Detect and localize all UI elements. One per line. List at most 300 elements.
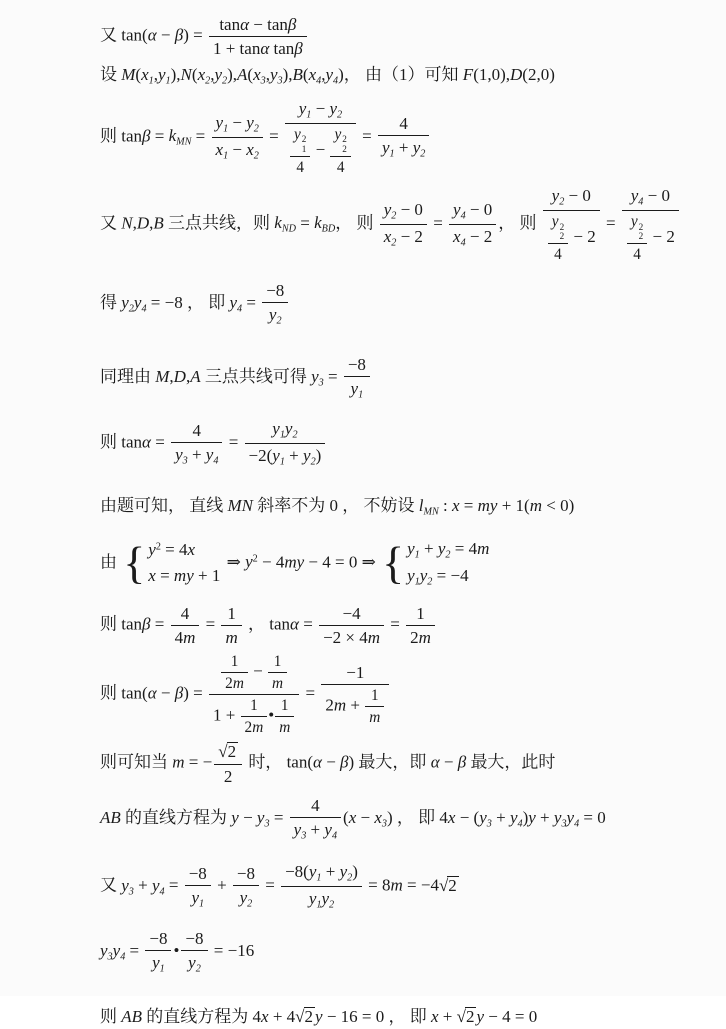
math-variable: my [284, 551, 305, 571]
script-base: y [453, 199, 461, 219]
math-text: = [386, 614, 405, 634]
fraction-numerator [290, 795, 341, 818]
math-variable [268, 305, 282, 327]
math-text: tan [267, 15, 288, 34]
math-text: ( [343, 808, 349, 827]
subscript: 4 [638, 196, 644, 207]
math-variable: m [172, 753, 185, 773]
fraction [290, 795, 341, 843]
math-text: 三点共线，则 [163, 213, 275, 233]
fraction-numerator [212, 112, 263, 138]
subscript: 1 [198, 898, 205, 910]
subscript: 1 [414, 548, 420, 560]
math-variable: β [174, 683, 184, 703]
math-text: ) [352, 862, 358, 882]
math-variable: y [476, 1007, 485, 1027]
math-variable [152, 876, 165, 895]
math-variable: α [290, 614, 299, 634]
math-text: 2 [244, 719, 253, 737]
subscript: 1 [223, 149, 229, 161]
math-variable [205, 445, 219, 467]
math-text: 2 [325, 695, 334, 715]
math-variable: x [447, 808, 456, 827]
square-root [439, 876, 459, 895]
math-text: , [153, 64, 158, 84]
fraction-numerator [185, 863, 211, 886]
fraction-numerator [209, 652, 299, 695]
script-base: y [329, 98, 338, 118]
subscript: 2 [253, 122, 259, 134]
math-text: 又 [100, 875, 122, 895]
math-text: − 2 [396, 226, 423, 246]
math-variable [272, 419, 285, 441]
script-base: y [308, 889, 317, 909]
math-text: ， 则 [498, 213, 541, 233]
subscript: 3 [381, 818, 387, 830]
math-text: tan [121, 614, 143, 634]
subscript: 3 [277, 74, 283, 86]
math-text: −2( [248, 446, 273, 466]
math-text: = [357, 126, 376, 146]
math-text: = [150, 126, 169, 146]
subscript: 4 [574, 818, 580, 830]
formula-line-system-vieta [100, 538, 710, 589]
script-base: y [630, 185, 639, 205]
fraction-denominator [380, 225, 427, 250]
script-base: y [191, 887, 199, 907]
math-variable: x [261, 1007, 269, 1027]
subscript: 3 [301, 830, 307, 842]
script-base: y [407, 538, 415, 558]
fraction-numerator [543, 185, 600, 211]
math-text: + [133, 875, 152, 895]
fraction [449, 199, 496, 250]
math-variable: x [148, 565, 156, 585]
subscript: 4 [120, 951, 126, 963]
fraction-denominator [212, 138, 263, 163]
math-text: = [459, 496, 478, 516]
math-variable [339, 862, 353, 884]
math-variable [553, 808, 567, 830]
math-text: • [173, 941, 180, 961]
radical-sign: √ [456, 1007, 466, 1027]
math-text: , [265, 64, 270, 84]
fraction [209, 652, 299, 737]
math-text: ), [282, 64, 293, 84]
math-text: −8 [185, 929, 204, 949]
subscript: 2 [247, 898, 253, 910]
fraction-denominator [365, 707, 384, 727]
script-base: y [298, 98, 307, 118]
math-variable: α [142, 432, 151, 452]
math-text: (1,0), [473, 64, 511, 84]
math-variable [216, 113, 229, 132]
math-variable [509, 808, 523, 830]
math-variable: β [142, 614, 151, 634]
fraction-denominator [330, 157, 350, 177]
subscript: 1 [389, 148, 395, 160]
subscript: 4 [331, 830, 338, 842]
math-variable: x [431, 1007, 439, 1027]
math-text: ) [522, 808, 529, 827]
math-variable [308, 889, 322, 911]
math-variable: m [333, 695, 347, 715]
superscript: 2 [638, 221, 644, 232]
math-variable [329, 99, 342, 118]
script-base: y [566, 808, 575, 827]
math-text: = [191, 126, 210, 146]
math-variable [438, 539, 451, 558]
math-variable: F [462, 64, 474, 84]
math-variable: α [260, 39, 270, 59]
math-text: 1 [230, 653, 239, 671]
fraction-denominator [378, 136, 429, 161]
subscript: 3 [264, 818, 270, 830]
fraction-numerator [209, 14, 307, 37]
math-text: 的直线方程为 [120, 808, 232, 827]
fraction [378, 113, 429, 161]
math-text: − 16 = 0 ， 即 [322, 1007, 431, 1027]
math-variable: D [173, 367, 186, 387]
math-variable [383, 199, 397, 222]
math-variable: B [292, 64, 303, 84]
script-base: x [141, 64, 149, 84]
math-text: −8( [285, 862, 309, 882]
math-text: − [248, 661, 267, 681]
fraction [380, 199, 427, 250]
math-text: = [224, 432, 243, 452]
math-text: = [150, 614, 169, 634]
left-brace-icon: { [382, 537, 405, 589]
math-text: ， [243, 614, 270, 634]
script-base: y [321, 889, 330, 909]
math-text: ⇒ [222, 551, 246, 571]
script-base: x [215, 139, 224, 159]
math-variable: α [240, 15, 250, 34]
math-text: = [125, 941, 144, 961]
fraction-numerator [245, 418, 326, 444]
math-variable [141, 65, 154, 84]
script-base: k [274, 213, 282, 233]
math-variable: β [457, 753, 467, 773]
script-base: x [383, 226, 392, 246]
script-base: y [229, 293, 238, 313]
math-variable [198, 65, 211, 84]
math-variable [246, 113, 259, 132]
fraction [145, 928, 171, 976]
fraction-denominator [171, 443, 222, 468]
script-base: y [188, 953, 196, 973]
fraction [171, 603, 200, 649]
script-base: y [215, 112, 224, 132]
math-text: − 0 [564, 185, 591, 205]
fraction [275, 696, 294, 737]
math-variable [253, 65, 266, 84]
math-text: − [238, 808, 257, 827]
math-text: − 2 [569, 226, 596, 246]
math-text: = −4 [432, 565, 469, 585]
math-variable [303, 446, 316, 468]
math-text: tan [121, 683, 143, 703]
math-text: ) [338, 64, 344, 84]
math-text: tan [239, 39, 261, 59]
math-variable [374, 808, 387, 830]
fraction-numerator [285, 98, 356, 124]
math-text: + [321, 862, 340, 882]
formula-line-max-condition [100, 741, 710, 787]
math-variable [121, 293, 134, 315]
script-base: x [246, 139, 254, 159]
math-text: − [311, 139, 330, 159]
system-row [407, 538, 489, 562]
math-variable [350, 379, 364, 401]
script-base: l [418, 496, 424, 516]
fraction [171, 420, 222, 468]
radicand [304, 1007, 316, 1026]
formula-line-collinear-mda [100, 354, 710, 402]
math-text: tan [121, 432, 143, 452]
fraction-denominator [548, 244, 568, 264]
math-variable [152, 953, 165, 975]
fraction-numerator [214, 741, 242, 764]
subscript: 2 [222, 74, 228, 86]
math-text: −8 [188, 863, 207, 883]
math-variable [381, 138, 395, 160]
subscript: 2 [128, 303, 134, 315]
fraction-denominator [627, 244, 647, 264]
math-text: 由 [100, 551, 122, 571]
math-variable: m [418, 627, 431, 647]
math-variable: m [529, 496, 542, 516]
formula-line-ab-line-final [100, 1006, 710, 1029]
math-text: ) = [183, 683, 207, 703]
fraction-denominator [406, 626, 435, 648]
fraction [181, 928, 207, 976]
math-text: = −16 [209, 941, 255, 961]
script-base: y [175, 445, 183, 465]
fraction-numerator [181, 928, 207, 951]
math-text: 4 [296, 158, 304, 176]
math-text: − 0 [465, 199, 493, 219]
fraction-denominator [275, 717, 294, 737]
math-text: = [601, 213, 620, 233]
math-text: ) [315, 446, 322, 466]
math-text: 则可知当 [100, 753, 173, 773]
math-variable: m [477, 538, 490, 558]
math-text: 1 [250, 697, 258, 715]
system-row [148, 539, 220, 562]
math-text: − [156, 25, 175, 45]
square-root [218, 742, 238, 761]
sub-sup-stack [302, 135, 307, 154]
fraction [285, 98, 356, 177]
subscript: 1 [159, 963, 165, 975]
script-base: y [284, 419, 293, 439]
fraction [321, 662, 389, 727]
script-base: y [553, 808, 562, 827]
math-variable [121, 876, 134, 895]
math-text: , [169, 367, 174, 387]
radical-sign: √ [295, 1007, 305, 1027]
superscript: 2 [342, 134, 347, 145]
math-variable [325, 65, 338, 84]
subscript: 1 [279, 429, 285, 441]
math-text: 得 [100, 293, 122, 313]
math-text: ( [191, 64, 198, 84]
math-variable [274, 213, 296, 235]
math-text: = [295, 213, 315, 233]
fraction [290, 125, 310, 177]
math-text: 同理由 [100, 367, 156, 387]
fraction-denominator [281, 887, 362, 912]
math-text: 2 [223, 766, 233, 786]
script-base: y [214, 64, 222, 84]
math-variable: β [142, 126, 151, 146]
math-text: = 4 [450, 538, 478, 558]
fraction-denominator [214, 765, 242, 787]
math-text: ) ， 即 4 [386, 808, 448, 827]
math-text: 2 [225, 675, 233, 693]
script-base: x [453, 226, 461, 246]
math-text: 2 [448, 875, 457, 895]
math-text: 时， [244, 753, 287, 773]
math-variable [420, 566, 433, 585]
fraction-denominator [233, 886, 259, 911]
math-variable: m [369, 709, 381, 727]
math-variable [551, 212, 565, 242]
math-text: 2 [410, 627, 419, 647]
system-row [407, 565, 489, 589]
formula-line-line-mn-setup [100, 495, 710, 519]
script-base: y [272, 419, 280, 439]
script-base: y [303, 446, 311, 466]
math-variable: A [190, 367, 201, 387]
subscript: 2 [337, 108, 343, 120]
fraction [548, 212, 568, 264]
fraction-numerator [268, 652, 287, 673]
math-variable [158, 65, 171, 84]
subscript: ND [281, 223, 296, 235]
superscript: 2 [559, 221, 565, 232]
math-text: + [187, 445, 206, 465]
math-variable: α [313, 753, 322, 773]
math-variable: x [187, 539, 196, 559]
subscript: 3 [260, 74, 266, 86]
radical-sign: √ [438, 875, 449, 895]
subscript: 2 [559, 231, 565, 242]
script-base: y [324, 820, 332, 840]
fraction [319, 603, 384, 649]
subscript: 2 [638, 231, 644, 242]
math-variable [308, 862, 322, 884]
math-text: ) 最大，即 [348, 753, 431, 773]
script-base: x [308, 64, 317, 84]
math-text: = 8 [363, 875, 391, 895]
script-base: y [407, 565, 415, 585]
subscript: 1 [223, 122, 229, 134]
math-text: ( [302, 64, 309, 84]
subscript: 4 [141, 303, 147, 315]
fraction-denominator [181, 951, 207, 976]
math-text: + [394, 138, 413, 158]
math-variable: α [430, 753, 440, 773]
subscript: 1 [279, 456, 285, 468]
script-base: x [197, 64, 206, 84]
math-text: −8 [149, 929, 168, 949]
math-text: = [269, 808, 288, 827]
math-variable [324, 820, 338, 842]
math-variable [321, 889, 335, 911]
subscript: 3 [128, 885, 134, 897]
fraction [221, 652, 248, 693]
math-variable [246, 140, 259, 159]
math-variable: β [287, 15, 297, 34]
formula-line-ab-line-equation [100, 795, 710, 843]
math-variable: A [237, 64, 248, 84]
subscript: 2 [310, 456, 316, 468]
math-variable: m [367, 627, 381, 647]
math-variable [311, 367, 324, 389]
math-variable: m [390, 875, 403, 895]
math-variable [112, 941, 126, 963]
math-text: 4 [311, 795, 320, 815]
math-text: ), [170, 64, 181, 84]
math-text: − [311, 98, 330, 118]
square-root [295, 1007, 315, 1026]
fraction-denominator [321, 685, 389, 727]
subscript: 1 [316, 872, 322, 884]
fraction-denominator [145, 951, 171, 976]
fraction-denominator [268, 673, 287, 693]
script-base: y [551, 185, 560, 205]
math-text: 1 + [212, 705, 240, 725]
math-variable: AB [100, 808, 121, 827]
math-variable [383, 226, 397, 249]
math-variable [188, 953, 201, 975]
fraction [406, 603, 435, 649]
math-variable: AB [121, 1007, 143, 1027]
fraction-numerator [330, 125, 350, 157]
script-base: y [509, 808, 518, 827]
script-base: y [551, 212, 559, 230]
math-variable [552, 186, 565, 205]
math-text: 2 [304, 1007, 314, 1027]
fraction-denominator [209, 37, 307, 59]
script-base: y [239, 887, 248, 907]
math-variable: N [121, 213, 133, 233]
math-variable [191, 887, 205, 910]
subscript: 2 [427, 575, 433, 587]
script-base: y [133, 293, 142, 313]
math-text: 4 [399, 114, 408, 133]
math-variable: y [528, 808, 536, 827]
subscript: 4 [460, 210, 466, 222]
math-variable: m [279, 719, 291, 737]
script-base: y [293, 125, 301, 143]
math-text: −4 [342, 603, 361, 623]
script-base: y [112, 941, 121, 961]
fraction-denominator [221, 626, 241, 648]
script-base: y [157, 64, 166, 84]
math-text: = [242, 293, 261, 313]
math-variable [214, 65, 227, 84]
fraction-denominator [171, 626, 200, 648]
math-text: − 4 [257, 551, 285, 571]
math-variable [479, 808, 492, 830]
math-text: = [428, 213, 448, 233]
math-text: = [301, 683, 320, 703]
math-text: = 0 [579, 808, 606, 827]
